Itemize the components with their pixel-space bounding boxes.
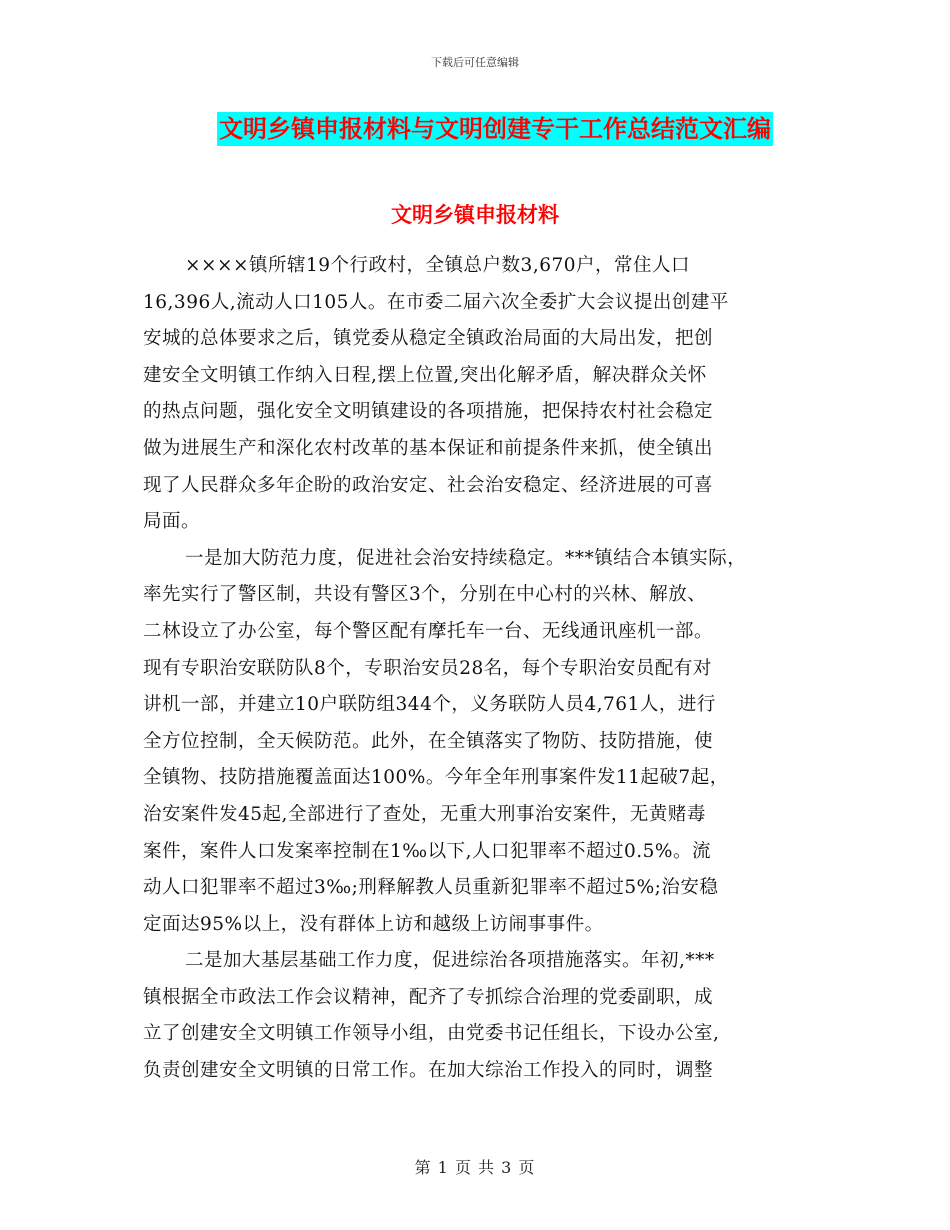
paragraph-line: 二林设立了办公室，每个警区配有摩托车一台、无线通讯座机一部。 (143, 620, 714, 642)
paragraph-line: 二是加大基层基础工作力度，促进综治各项措施落实。年初,*** (185, 950, 715, 972)
paragraph-line: 案件，案件人口发案率控制在1‰以下,人口犯罪率不超过0.5%。流 (143, 840, 711, 862)
paragraph-line: 16,396人,流动人口105人。在市委二届六次全委扩大会议提出创建平 (143, 291, 729, 313)
paragraph-line: 动人口犯罪率不超过3‰;刑释解教人员重新犯罪率不超过5%;治安稳 (143, 877, 719, 899)
paragraph-line: 的热点问题，强化安全文明镇建设的各项措施，把保持农村社会稳定 (143, 401, 714, 423)
paragraph-line: 安城的总体要求之后，镇党委从稳定全镇政治局面的大局出发，把创 (143, 328, 714, 350)
paragraph-line: 局面。 (143, 511, 201, 533)
paragraph-line: 一是加大防范力度，促进社会治安持续稳定。***镇结合本镇实际， (185, 547, 747, 569)
document-title-wrap (0, 112, 950, 146)
paragraph-line: 做为进展生产和深化农村改革的基本保证和前提条件来抓，使全镇出 (143, 437, 714, 459)
paragraph-line: 率先实行了警区制，共设有警区3个，分别在中心村的兴林、解放、 (143, 584, 707, 606)
document-title: 文明乡镇申报材料与文明创建专干工作总结范文汇编 (217, 112, 773, 146)
paragraph-line: 镇根据全市政法工作会议精神，配齐了专抓综合治理的党委副职，成 (143, 986, 714, 1008)
paragraph-line: 负责创建安全文明镇的日常工作。在加大综治工作投入的同时，调整 (143, 1060, 714, 1082)
paragraph-line: 治安案件发45起,全部进行了查处，无重大刑事治安案件，无黄赌毒 (143, 803, 706, 825)
section-title: 文明乡镇申报材料 (391, 203, 559, 227)
paragraph-line: 讲机一部，并建立10户联防组344个，义务联防人员4,761人，进行 (143, 694, 716, 716)
paragraph-line: 建安全文明镇工作纳入日程,摆上位置,突出化解矛盾，解决群众关怀 (143, 364, 707, 386)
paragraph-line: 立了创建安全文明镇工作领导小组，由党委书记任组长，下设办公室, (143, 1023, 720, 1045)
body-text (143, 248, 803, 1090)
paragraph-line: 全方位控制，全天候防范。此外，在全镇落实了物防、技防措施，使 (143, 730, 714, 752)
page-number: 第 1 页 共 3 页 (414, 1158, 536, 1177)
paragraph-line: 现了人民群众多年企盼的政治安定、社会治安稳定、经济进展的可喜 (143, 474, 714, 496)
header-note: 下载后可任意编辑 (431, 56, 519, 69)
paragraph-line: 全镇物、技防措施覆盖面达100%。今年全年刑事案件发11起破7起， (143, 767, 729, 789)
paragraph-line: ××××镇所辖19个行政村，全镇总户数3,670户，常住人口 (185, 255, 691, 276)
paragraph-line: 现有专职治安联防队8个，专职治安员28名，每个专职治安员配有对 (143, 657, 712, 679)
paragraph-line: 定面达95%以上，没有群体上访和越级上访闹事事件。 (143, 913, 604, 935)
